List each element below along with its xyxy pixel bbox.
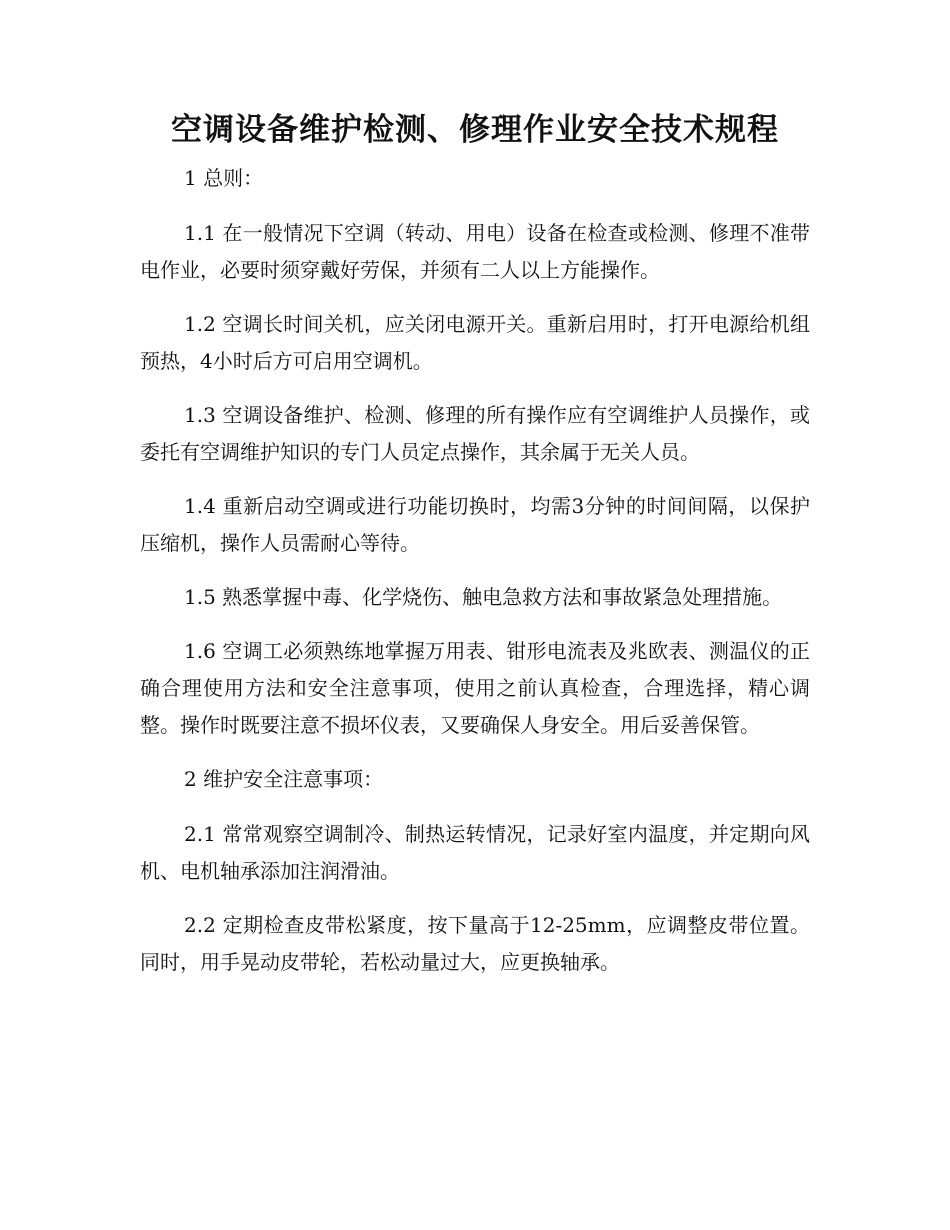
clause-1-3: 1.3 空调设备维护、检测、修理的所有操作应有空调维护人员操作，或委托有空调维护知识的专门人员定点操作，其余属于无关人员。 xyxy=(140,403,810,464)
section-heading-maintenance: 2 维护安全注意事项： xyxy=(184,767,384,791)
clause-1-4: 1.4 重新启动空调或进行功能切换时，均需3分钟的时间间隔，以保护压缩机，操作人员需耐心等待。 xyxy=(140,494,810,555)
document-title: 空调设备维护检测、修理作业安全技术规程 xyxy=(171,112,779,148)
clause-2-1: 2.1 常常观察空调制冷、制热运转情况，记录好室内温度，并定期向风机、电机轴承添加注润滑油。 xyxy=(140,822,810,883)
section-heading-general: 1 总则： xyxy=(184,166,264,190)
clause-2-2: 2.2 定期检查皮带松紧度，按下量高于12-25mm，应调整皮带位置。同时，用手晃动皮带轮，若松动量过大，应更换轴承。 xyxy=(140,913,810,974)
clause-1-6: 1.6 空调工必须熟练地掌握万用表、钳形电流表及兆欧表、测温仪的正确合理使用方法和安全注意事项，使用之前认真检查，合理选择，精心调整。操作时既要注意不损坏仪表，又要确保人身安全。用后妥善保管。 xyxy=(140,639,810,737)
clause-1-5: 1.5 熟悉掌握中毒、化学烧伤、触电急救方法和事故紧急处理措施。 xyxy=(184,585,783,609)
clause-1-1: 1.1 在一般情况下空调（转动、用电）设备在检查或检测、修理不准带电作业，必要时须穿戴好劳保，并须有二人以上方能操作。 xyxy=(140,221,810,282)
clause-1-2: 1.2 空调长时间关机，应关闭电源开关。重新启用时，打开电源给机组预热，4小时后方可启用空调机。 xyxy=(140,312,810,373)
